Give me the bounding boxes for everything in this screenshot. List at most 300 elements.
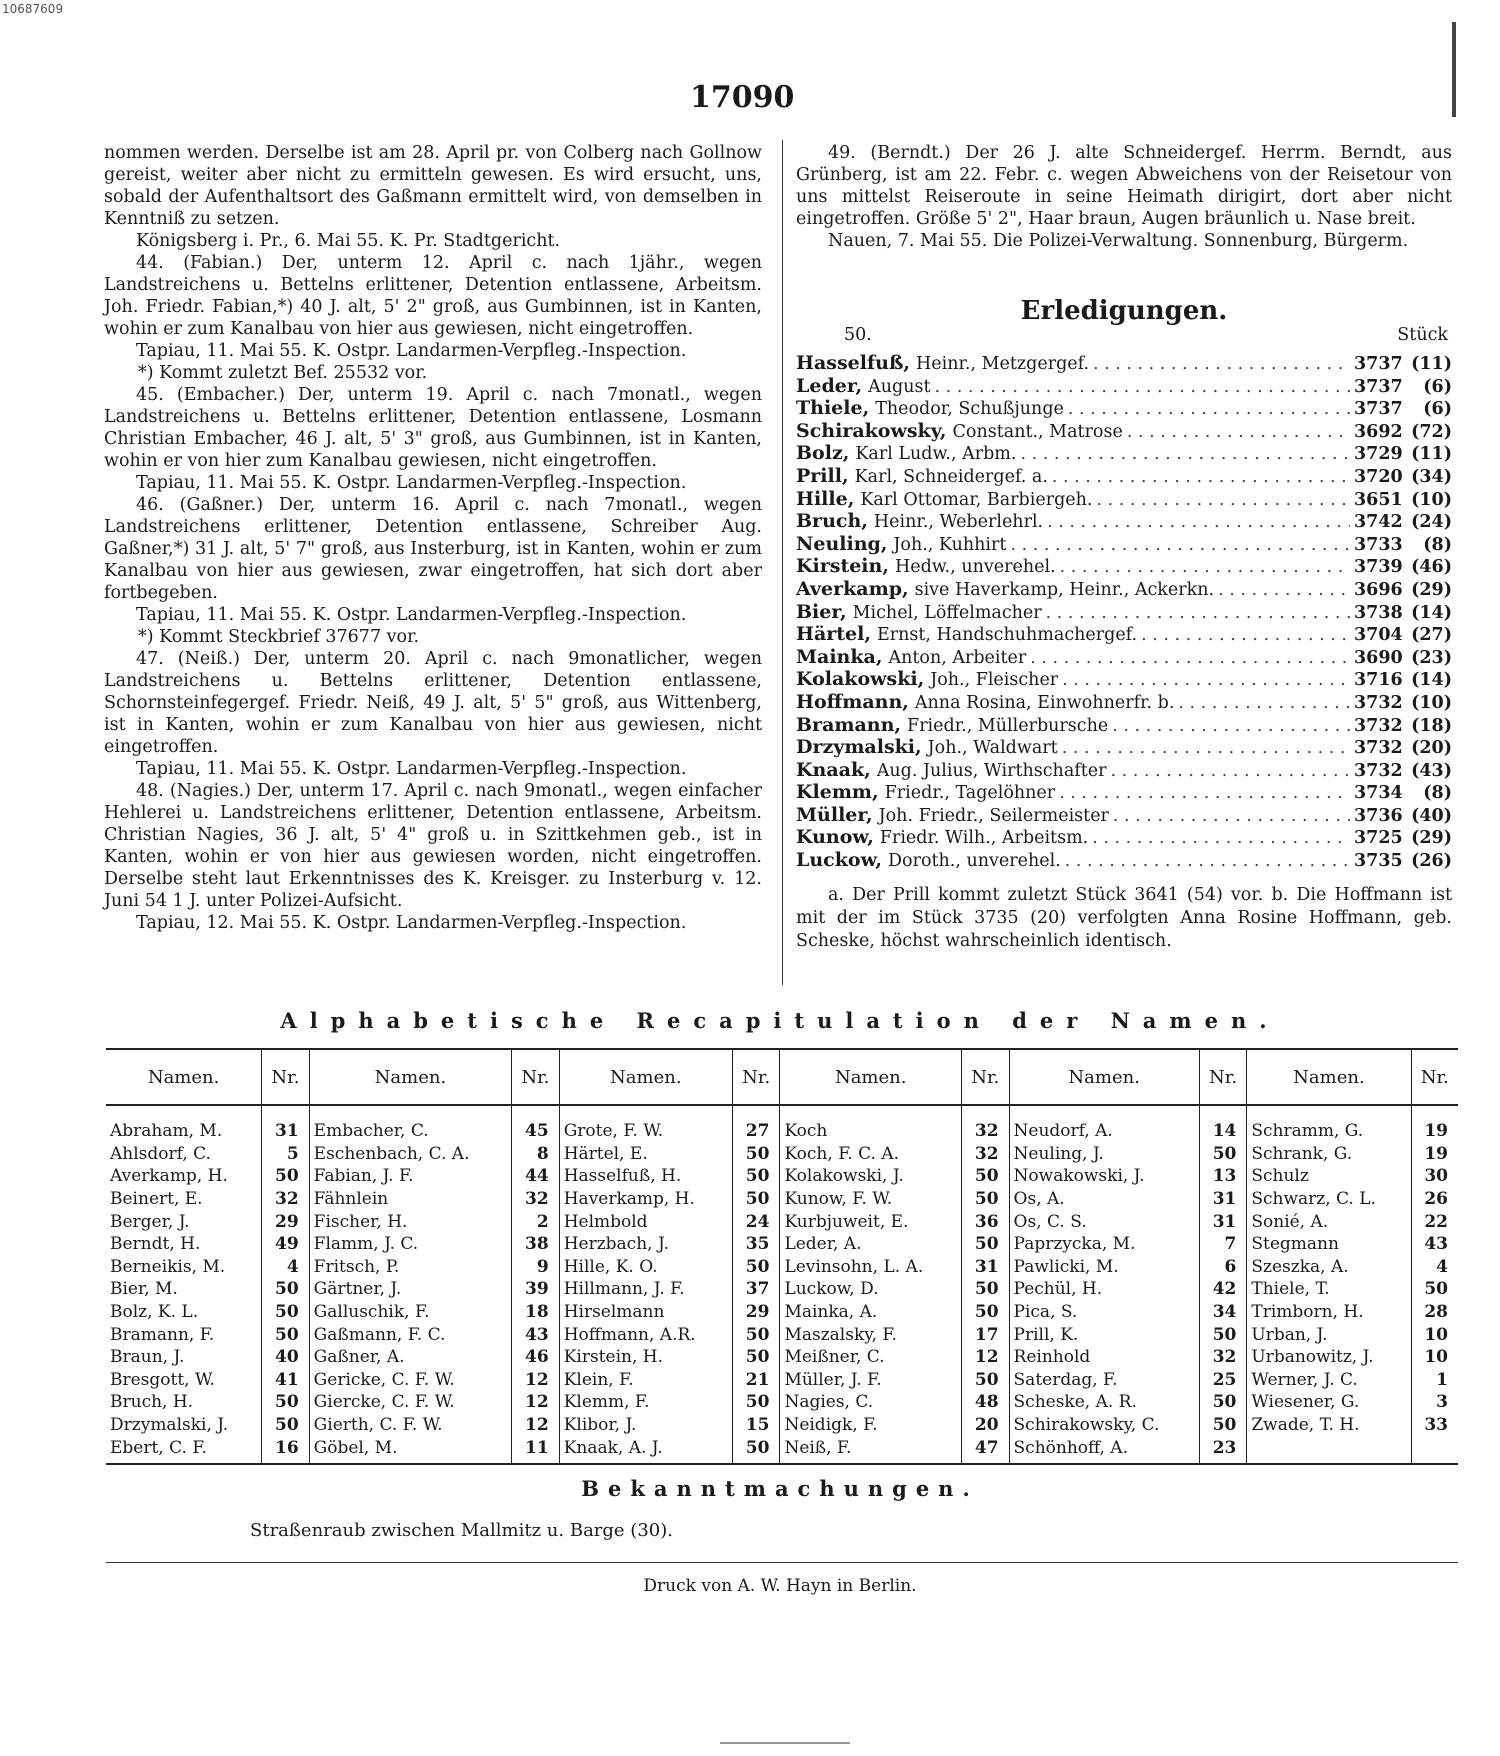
notice-paragraph: 48. (Nagies.) Der, unterm 17. April c. nach 9monatl., wegen einfacher Hehlerei u. Landstreichens erlittener, Detention entlassene, Arbeitsm. Christian Nagies, 36 J. alt, 5' 4" groß u. in Szittkehmen geb., ist in Kanten, wohin er von hier aus gewiesen worden, nicht eingetroffen. Derselbe steht laut Erkenntnisses des K. Kreisger. zu Insterburg v. 12. Juni 54 1 J. unter Polizei-Aufsicht. — [104, 781, 762, 911]
right-column — [796, 142, 1452, 953]
recap-nr-cell: 32 — [512, 1188, 560, 1211]
recap-name-cell: Pawlicki, M. — [1009, 1256, 1199, 1279]
recap-header-row — [106, 1049, 1458, 1105]
recap-nr-cell: 41 — [262, 1369, 310, 1392]
erledigung-entry — [796, 691, 1452, 714]
recap-name-cell: Helmbold — [559, 1210, 732, 1233]
erledigung-sub: (18) — [1411, 715, 1452, 736]
recap-name-cell: Schirakowsky, C. — [1009, 1414, 1199, 1437]
recap-row — [106, 1188, 1458, 1211]
recap-nr-cell: 29 — [732, 1301, 780, 1324]
recap-nr-cell: 31 — [1199, 1210, 1247, 1233]
notice-paragraph: 46. (Gaßner.) Der, unterm 16. April c. nach 7monatl., wegen Landstreichens erlittener, Detention entlassene, Schreiber Aug. Gaßner,*) 31 J. alt, 5' 7" groß, aus Insterburg, ist in Kanten, wohin er zum Kanalbau von hier aus gewiesen, zwar eingetroffen, hat sich dort aber fortbegeben. — [104, 495, 762, 603]
erledigung-detail: Ernst, Handschuhmachergef. — [876, 625, 1138, 646]
erledigung-detail: Joh., Waldwart — [927, 738, 1058, 759]
erledigung-name: Müller, — [796, 803, 873, 826]
recap-name-cell: Fabian, J. F. — [309, 1165, 512, 1188]
recap-nr-cell: 37 — [732, 1278, 780, 1301]
erledigung-sub: (29) — [1411, 828, 1452, 849]
leader-dots — [1030, 647, 1350, 669]
erledigung-entry — [796, 375, 1452, 398]
bekanntmachungen-title: Bekanntmachungen. — [581, 1476, 979, 1501]
recap-name-cell: Bresgott, W. — [106, 1369, 262, 1392]
erledigung-name: Bramann, — [796, 713, 902, 736]
recap-name-cell: Flamm, J. C. — [309, 1233, 512, 1256]
recap-name-cell: Meißner, C. — [780, 1346, 962, 1369]
recap-nr-cell: 18 — [512, 1301, 560, 1324]
erledigung-entry — [796, 488, 1452, 511]
erledigungen-number: 50. — [844, 325, 872, 345]
erledigung-detail: Constant., Matrose — [952, 421, 1123, 442]
leader-dots — [934, 376, 1350, 398]
erledigung-stueck: 3696 — [1354, 579, 1403, 600]
erledigung-detail: Joh. Friedr., Seilermeister — [878, 805, 1109, 826]
recap-nr-cell: 48 — [962, 1391, 1010, 1414]
recap-name-cell: Berndt, H. — [106, 1233, 262, 1256]
recap-nr-cell: 26 — [1424, 1189, 1448, 1210]
bottom-mark — [720, 1742, 850, 1744]
recap-name-cell: Göbel, M. — [309, 1436, 512, 1464]
recap-row — [106, 1233, 1458, 1256]
leader-dots — [1047, 511, 1350, 533]
recap-name-cell: Klemm, F. — [559, 1391, 732, 1414]
recap-nr-cell: 50 — [1199, 1414, 1247, 1437]
erledigung-entry — [796, 736, 1452, 759]
recap-name-cell: Stegmann — [1247, 1233, 1411, 1256]
erledigung-name: Bolz, — [796, 442, 850, 465]
recap-nr-cell: 32 — [262, 1188, 310, 1211]
recap-nr-cell: 25 — [1199, 1369, 1247, 1392]
recap-name-cell: Herzbach, J. — [559, 1233, 732, 1256]
recap-name-cell: Kirstein, H. — [559, 1346, 732, 1369]
erledigung-sub: (10) — [1411, 692, 1452, 713]
recap-nr-cell: 50 — [262, 1301, 310, 1324]
recap-name-cell: Härtel, E. — [559, 1143, 732, 1166]
erledigung-sub: (29) — [1411, 579, 1452, 600]
erledigung-stueck: 3729 — [1354, 444, 1403, 465]
recap-name-cell: Sonié, A. — [1247, 1210, 1411, 1233]
recap-nr-cell: 28 — [1424, 1302, 1448, 1323]
recap-name-cell: Braun, J. — [106, 1346, 262, 1369]
erledigung-sub: (11) — [1411, 354, 1452, 374]
notice-paragraph: Königsberg i. Pr., 6. Mai 55. K. Pr. Stadtgericht. — [136, 231, 561, 251]
recap-nr-cell: 30 — [1424, 1166, 1448, 1187]
notice-paragraph: 49. (Berndt.) Der 26 J. alte Schneidergef. Herrm. Berndt, aus Grünberg, ist am 22. Febr. c. wegen Abweichens von der Reisetour von uns mittelst Reiseroute in seine Heimath dirigirt, dort aber nicht eingetroffen. Größe 5' 2", Haar braun, Augen bräunlich u. Nase breit. — [796, 143, 1452, 229]
erledigung-entry — [796, 646, 1452, 669]
erledigung-stueck: 3732 — [1354, 692, 1403, 713]
leader-dots — [1010, 534, 1350, 556]
erledigung-sub: (6) — [1423, 376, 1452, 397]
scan-id: 10687609 — [2, 2, 64, 16]
recap-name-cell: Pechül, H. — [1009, 1278, 1199, 1301]
erledigung-detail: Karl Ottomar, Barbiergeh. — [860, 489, 1093, 510]
erledigung-stueck: 3732 — [1354, 760, 1403, 781]
recap-row — [106, 1143, 1458, 1166]
recap-name-cell: Schulz — [1247, 1165, 1411, 1188]
erledigung-name: Hoffmann, — [796, 690, 909, 713]
notice-paragraph: 44. (Fabian.) Der, unterm 12. April c. nach 1jähr., wegen Landstreichens u. Bettelns erlittener, Detention entlassene, Arbeitsm. Joh. Friedr. Fabian,*) 40 J. alt, 5' 2" groß, aus Gumbinnen, ist in Kanten, wohin er zum Kanalbau von hier aus gewiesen, nicht eingetroffen. — [104, 253, 762, 339]
erledigung-stueck: 3738 — [1354, 602, 1403, 623]
erledigung-entry — [796, 578, 1452, 601]
leader-dots — [1046, 602, 1350, 624]
recap-nr-cell: 50 — [262, 1323, 310, 1346]
recap-nr-cell: 50 — [1424, 1279, 1448, 1300]
recap-name-cell: Abraham, M. — [106, 1105, 262, 1143]
erledigung-sub: (43) — [1411, 760, 1452, 781]
leader-dots — [1111, 760, 1351, 782]
recap-name-cell: Ebert, C. F. — [106, 1436, 262, 1464]
erledigung-stueck: 3737 — [1354, 376, 1403, 397]
leader-dots — [1059, 782, 1350, 804]
recap-row — [106, 1414, 1458, 1437]
erledigung-stueck: 3690 — [1354, 647, 1403, 668]
erledigung-stueck: 3725 — [1354, 828, 1403, 849]
recap-nr-cell: 50 — [962, 1165, 1010, 1188]
recap-row — [106, 1165, 1458, 1188]
erledigung-detail: Joh., Fleischer — [930, 670, 1059, 691]
recap-nr-cell: 50 — [732, 1346, 780, 1369]
recap-nr-cell: 36 — [962, 1210, 1010, 1233]
erledigung-sub: (20) — [1411, 738, 1452, 759]
erledigung-detail: Aug. Julius, Wirthschafter — [876, 760, 1107, 781]
leader-dots — [1096, 489, 1350, 511]
erledigung-sub: (10) — [1411, 489, 1452, 510]
leader-dots — [1127, 421, 1350, 443]
recap-nr-cell: 49 — [262, 1233, 310, 1256]
erledigungen-list — [796, 352, 1452, 872]
erledigung-sub: (40) — [1411, 805, 1452, 826]
recap-nr-cell: 31 — [1199, 1188, 1247, 1211]
recap-row — [106, 1278, 1458, 1301]
recap-name-cell: Averkamp, H. — [106, 1165, 262, 1188]
recap-nr-cell: 12 — [512, 1414, 560, 1437]
erledigung-entry — [796, 442, 1452, 465]
recap-nr-cell: 3 — [1436, 1392, 1448, 1413]
recap-nr-cell: 12 — [512, 1391, 560, 1414]
recap-name-cell: Ahlsdorf, C. — [106, 1143, 262, 1166]
recap-name-cell: Nowakowski, J. — [1009, 1165, 1199, 1188]
erledigung-name: Luckow, — [796, 849, 883, 872]
recap-nr-cell: 50 — [962, 1369, 1010, 1392]
recap-nr-cell: 50 — [262, 1391, 310, 1414]
recap-name-cell: Mainka, A. — [780, 1301, 962, 1324]
recap-nr-cell: 2 — [512, 1210, 560, 1233]
erledigung-stueck: 3739 — [1354, 557, 1403, 578]
recap-name-cell: Werner, J. C. — [1247, 1369, 1411, 1392]
recap-nr-cell: 46 — [512, 1346, 560, 1369]
recap-name-cell: Bier, M. — [106, 1278, 262, 1301]
recap-name-cell: Bolz, K. L. — [106, 1301, 262, 1324]
recap-name-cell: Kunow, F. W. — [780, 1188, 962, 1211]
notice-paragraph: Tapiau, 11. Mai 55. K. Ostpr. Landarmen-Verpfleg.-Inspection. — [136, 605, 687, 625]
recap-name-cell: Berger, J. — [106, 1210, 262, 1233]
recap-nr-cell: 15 — [732, 1414, 780, 1437]
recap-name-cell: Embacher, C. — [309, 1105, 512, 1143]
recap-nr-cell: 11 — [512, 1436, 560, 1464]
recap-name-cell: Szeszka, A. — [1247, 1256, 1411, 1279]
recap-nr-cell: 6 — [1199, 1256, 1247, 1279]
erledigung-name: Averkamp, — [796, 577, 909, 600]
recap-nr-cell: 16 — [262, 1436, 310, 1464]
erledigung-sub: (14) — [1411, 602, 1452, 623]
erledigung-name: Kunow, — [796, 826, 874, 849]
erledigung-name: Thiele, — [796, 397, 870, 420]
recap-nr-cell: 21 — [732, 1369, 780, 1392]
recap-nr-cell: 4 — [262, 1256, 310, 1279]
recap-name-cell: Fähnlein — [309, 1188, 512, 1211]
recap-name-cell: Scheske, A. R. — [1009, 1391, 1199, 1414]
recap-name-cell: Fritsch, P. — [309, 1256, 512, 1279]
recap-nr-cell: 50 — [732, 1188, 780, 1211]
recap-name-cell: Galluschik, F. — [309, 1301, 512, 1324]
recap-row — [106, 1210, 1458, 1233]
erledigung-detail: Theodor, Schußjunge — [875, 399, 1064, 420]
recap-header-name: Namen. — [106, 1049, 262, 1105]
erledigung-sub: (72) — [1411, 421, 1452, 442]
erledigung-sub: (34) — [1411, 466, 1452, 487]
recap-name-cell: Müller, J. F. — [780, 1369, 962, 1392]
notice-paragraph: *) Kommt Steckbrief 37677 vor. — [138, 627, 420, 647]
recap-nr-cell: 12 — [962, 1346, 1010, 1369]
recap-nr-cell: 1 — [1436, 1369, 1448, 1390]
erledigung-stueck: 3732 — [1354, 715, 1403, 736]
recap-name-cell: Beinert, E. — [106, 1188, 262, 1211]
leader-dots — [1062, 669, 1350, 691]
recap-nr-cell: 32 — [962, 1105, 1010, 1143]
erledigung-entry — [796, 759, 1452, 782]
erledigung-stueck: 3692 — [1354, 421, 1403, 442]
recap-nr-cell: 43 — [512, 1323, 560, 1346]
erledigung-stueck: 3704 — [1354, 625, 1403, 646]
recap-row — [106, 1369, 1458, 1392]
recap-row — [106, 1346, 1458, 1369]
erledigung-entry — [796, 781, 1452, 804]
recap-name-cell: Haverkamp, H. — [559, 1188, 732, 1211]
recap-nr-cell: 50 — [262, 1278, 310, 1301]
recap-nr-cell: 31 — [262, 1105, 310, 1143]
erledigung-name: Leder, — [796, 374, 863, 397]
erledigung-detail: Friedr. Wilh., Arbeitsm. — [879, 828, 1089, 849]
erledigung-sub: (24) — [1411, 512, 1452, 533]
erledigungen-heading: Erledigungen. — [1020, 296, 1228, 326]
erledigung-entry — [796, 714, 1452, 737]
recap-nr-cell: 50 — [732, 1323, 780, 1346]
erledigung-detail: Karl, Schneidergef. a. — [854, 466, 1048, 487]
recap-nr-cell: 50 — [962, 1278, 1010, 1301]
recap-nr-cell: 50 — [732, 1256, 780, 1279]
recap-name-cell: Hillmann, J. F. — [559, 1278, 732, 1301]
erledigung-sub: (14) — [1411, 670, 1452, 691]
recap-row — [106, 1391, 1458, 1414]
recap-header-nr: Nr. — [262, 1049, 310, 1105]
recap-name-cell: Wiesener, G. — [1247, 1391, 1411, 1414]
recap-name-cell: Schrank, G. — [1247, 1143, 1411, 1166]
recap-name-cell: Reinhold — [1009, 1346, 1199, 1369]
recap-header-name: Namen. — [780, 1049, 962, 1105]
erledigung-entry — [796, 623, 1452, 646]
page-number: 17090 — [690, 80, 795, 115]
recap-nr-cell: 50 — [1199, 1143, 1247, 1166]
erledigung-entry — [796, 555, 1452, 578]
recap-nr-cell: 34 — [1199, 1301, 1247, 1324]
erledigung-sub: (8) — [1423, 534, 1452, 555]
leader-dots — [1141, 624, 1350, 646]
leader-dots — [1092, 827, 1350, 849]
erledigung-stueck: 3651 — [1354, 489, 1403, 510]
recap-name-cell: Leder, A. — [780, 1233, 962, 1256]
erledigung-name: Hasselfuß, — [796, 352, 910, 374]
notice-paragraph: Nauen, 7. Mai 55. Die Polizei-Verwaltung. Sonnenburg, Bürgerm. — [828, 231, 1409, 251]
recap-name-cell: Maszalsky, F. — [780, 1323, 962, 1346]
recap-name-cell: Hasselfuß, H. — [559, 1165, 732, 1188]
erledigung-stueck: 3735 — [1354, 851, 1403, 872]
erledigung-sub: (26) — [1411, 851, 1452, 872]
recap-row — [106, 1323, 1458, 1346]
recap-nr-cell: 47 — [962, 1436, 1010, 1464]
recap-nr-cell: 43 — [1424, 1234, 1448, 1255]
printer-rule — [106, 1562, 1458, 1563]
printer-imprint: Druck von A. W. Hayn in Berlin. — [643, 1576, 917, 1596]
recap-name-cell: Os, C. S. — [1009, 1210, 1199, 1233]
page-edge-mark — [1452, 22, 1456, 117]
leader-dots — [1113, 805, 1350, 827]
recap-name-cell: Os, A. — [1009, 1188, 1199, 1211]
recap-header-nr: Nr. — [732, 1049, 780, 1105]
erledigung-stueck: 3736 — [1354, 805, 1403, 826]
erledigung-stueck: 3737 — [1354, 354, 1403, 374]
erledigung-name: Kirstein, — [796, 555, 889, 578]
erledigung-name: Härtel, — [796, 623, 871, 646]
erledigung-detail: Hedw., unverehel. — [894, 557, 1056, 578]
leader-dots — [1218, 579, 1350, 601]
recap-nr-cell: 35 — [732, 1233, 780, 1256]
notice-paragraph: nommen werden. Derselbe ist am 28. April pr. von Colberg nach Gollnow gereist, weiter aber nicht zu ermitteln gewesen. Es wird ersucht, uns, sobald der Aufenthaltsort des Gaßmann ermittelt wird, von demselben in Kenntniß zu setzen. — [104, 143, 762, 229]
recap-name-cell: Fischer, H. — [309, 1210, 512, 1233]
erledigung-detail: Michel, Löffelmacher — [852, 602, 1042, 623]
recap-nr-cell: 50 — [262, 1165, 310, 1188]
recap-name-cell: Gericke, C. F. W. — [309, 1369, 512, 1392]
erledigung-name: Bier, — [796, 600, 847, 623]
recap-name-cell: Neiß, F. — [780, 1436, 962, 1464]
recap-nr-cell: 4 — [1436, 1256, 1448, 1277]
recap-name-cell: Hirselmann — [559, 1301, 732, 1324]
leader-dots — [1062, 737, 1350, 759]
recap-name-cell: Pica, S. — [1009, 1301, 1199, 1324]
erledigung-entry — [796, 849, 1452, 872]
erledigung-entry — [796, 420, 1452, 443]
notice-49 — [796, 142, 1452, 252]
recap-name-cell: Hille, K. O. — [559, 1256, 732, 1279]
recap-nr-cell: 7 — [1199, 1233, 1247, 1256]
erledigung-sub: (23) — [1411, 647, 1452, 668]
recap-name-cell: Urban, J. — [1247, 1323, 1411, 1346]
recap-header-name: Namen. — [309, 1049, 512, 1105]
recap-name-cell: Kurbjuweit, E. — [780, 1210, 962, 1233]
recap-nr-cell: 50 — [732, 1165, 780, 1188]
recap-nr-cell: 17 — [962, 1323, 1010, 1346]
erledigung-detail: Friedr., Tagelöhner — [884, 783, 1056, 804]
erledigung-detail: Doroth., unverehel. — [888, 851, 1061, 872]
recap-name-cell: Bramann, F. — [106, 1323, 262, 1346]
erledigung-entry — [796, 465, 1452, 488]
erledigung-stueck: 3734 — [1354, 783, 1403, 804]
recap-nr-cell: 45 — [512, 1105, 560, 1143]
recap-name-cell: Prill, K. — [1009, 1323, 1199, 1346]
recap-nr-cell: 50 — [1199, 1391, 1247, 1414]
recap-header-name: Namen. — [1009, 1049, 1199, 1105]
erledigung-entry — [796, 510, 1452, 533]
erledigung-entry — [796, 352, 1452, 375]
recap-name-cell: Schramm, G. — [1247, 1105, 1411, 1143]
recap-name-cell: Klein, F. — [559, 1369, 732, 1392]
leader-dots — [1093, 353, 1350, 375]
erledigung-stueck: 3733 — [1354, 534, 1403, 555]
recap-name-cell: Klibor, J. — [559, 1414, 732, 1437]
recap-nr-cell: 5 — [262, 1143, 310, 1166]
recap-nr-cell: 10 — [1424, 1347, 1448, 1368]
recap-table — [106, 1048, 1458, 1465]
recap-nr-cell: 29 — [262, 1210, 310, 1233]
recap-header-name: Namen. — [559, 1049, 732, 1105]
recap-nr-cell: 8 — [512, 1143, 560, 1166]
notice-paragraph: *) Kommt zuletzt Bef. 25532 vor. — [138, 363, 428, 383]
recap-nr-cell: 39 — [512, 1278, 560, 1301]
erledigung-detail: Heinr., Weberlehrl. — [873, 512, 1044, 533]
recap-name-cell: Saterdag, F. — [1009, 1369, 1199, 1392]
erledigung-name: Schirakowsky, — [796, 419, 947, 442]
leader-dots — [1052, 466, 1350, 488]
leader-dots — [1178, 692, 1350, 714]
erledigungen-meta — [796, 324, 1452, 346]
leader-dots — [1112, 715, 1350, 737]
recap-name-cell: Gaßmann, F. C. — [309, 1323, 512, 1346]
recap-name-cell: Kolakowski, J. — [780, 1165, 962, 1188]
recap-name-cell: Eschenbach, C. A. — [309, 1143, 512, 1166]
recap-header-name: Namen. — [1247, 1049, 1411, 1105]
recap-nr-cell: 50 — [962, 1233, 1010, 1256]
recap-name-cell: Paprzycka, M. — [1009, 1233, 1199, 1256]
erledigung-detail: Joh., Kuhhirt — [893, 534, 1007, 555]
recap-name-cell: Neuling, J. — [1009, 1143, 1199, 1166]
recap-name-cell: Nagies, C. — [780, 1391, 962, 1414]
recap-name-cell: Giercke, C. F. W. — [309, 1391, 512, 1414]
erledigung-name: Kolakowski, — [796, 668, 925, 691]
leader-dots — [1020, 443, 1350, 465]
erledigung-name: Neuling, — [796, 532, 888, 555]
recap-header-nr: Nr. — [1411, 1049, 1458, 1105]
recap-header-nr: Nr. — [512, 1049, 560, 1105]
recap-nr-cell: 33 — [1424, 1415, 1448, 1436]
recap-name-cell: Gierth, C. F. W. — [309, 1414, 512, 1437]
recap-name-cell: Koch — [780, 1105, 962, 1143]
notice-paragraph: Tapiau, 11. Mai 55. K. Ostpr. Landarmen-Verpfleg.-Inspection. — [136, 473, 687, 493]
recap-nr-cell: 12 — [512, 1369, 560, 1392]
recap-nr-cell: 50 — [962, 1188, 1010, 1211]
recap-nr-cell: 40 — [262, 1346, 310, 1369]
erledigung-entry — [796, 668, 1452, 691]
recap-nr-cell: 50 — [262, 1414, 310, 1437]
recap-nr-cell: 9 — [512, 1256, 560, 1279]
recap-header-nr: Nr. — [1199, 1049, 1247, 1105]
recap-name-cell: Zwade, T. H. — [1247, 1414, 1411, 1437]
recap-nr-cell: 50 — [732, 1436, 780, 1464]
recap-name-cell: Berneikis, M. — [106, 1256, 262, 1279]
notice-paragraph: Tapiau, 11. Mai 55. K. Ostpr. Landarmen-Verpfleg.-Inspection. — [136, 759, 687, 779]
erledigung-stueck: 3732 — [1354, 738, 1403, 759]
left-column — [104, 142, 762, 934]
recap-header-nr: Nr. — [962, 1049, 1010, 1105]
recap-nr-cell: 24 — [732, 1210, 780, 1233]
